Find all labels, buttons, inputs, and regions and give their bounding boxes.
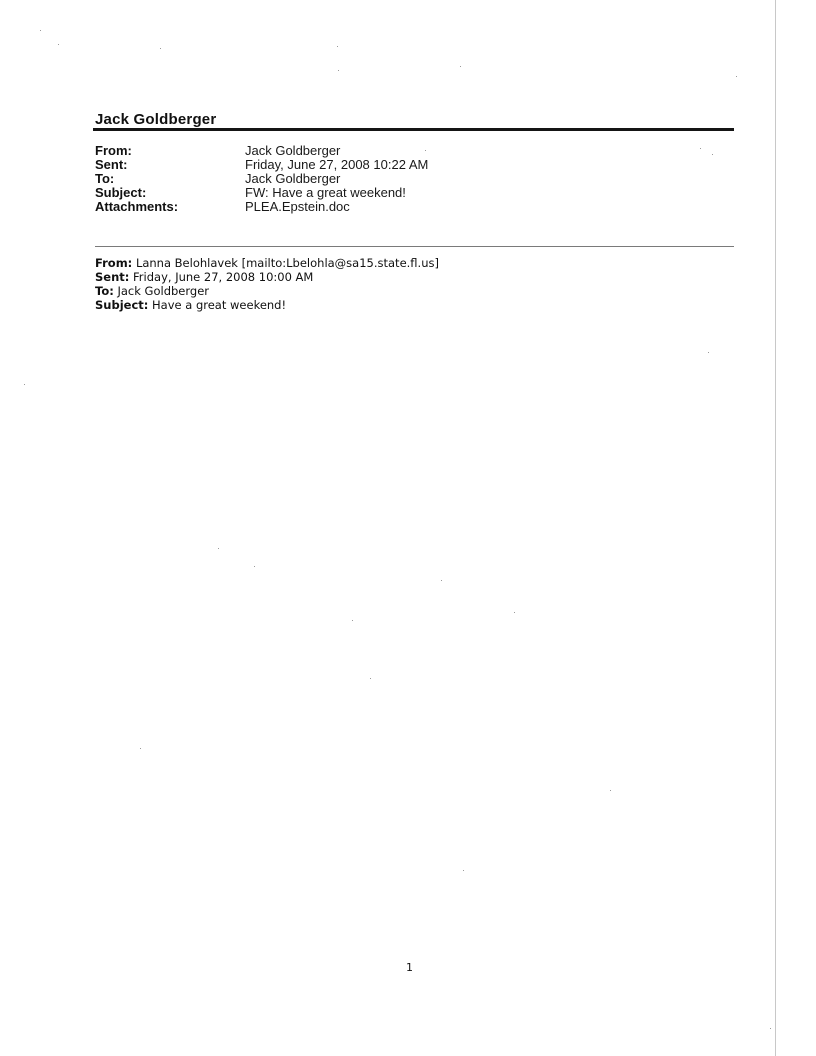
- scan-speck: [610, 790, 611, 791]
- scan-speck: [254, 566, 255, 567]
- scan-speck: [160, 48, 161, 49]
- scan-speck: [58, 44, 59, 45]
- meta-row-to: [95, 172, 695, 186]
- scan-speck: [140, 748, 141, 749]
- fwd-row-from: [95, 256, 439, 270]
- scan-speck: [463, 870, 464, 871]
- page-number: 1: [406, 961, 413, 974]
- scan-speck: [337, 46, 338, 47]
- scan-speck: [40, 30, 41, 31]
- fwd-value-subject: Have a great weekend!: [152, 298, 287, 312]
- message-header-block: [95, 144, 695, 214]
- meta-value-sent: Friday, June 27, 2008 10:22 AM: [245, 157, 429, 172]
- scan-speck: [24, 384, 25, 385]
- fwd-row-sent: [95, 270, 439, 284]
- fwd-row-subject: [95, 298, 439, 312]
- scan-speck: [218, 548, 219, 549]
- meta-value-subject: FW: Have a great weekend!: [245, 185, 406, 200]
- scan-speck: [700, 148, 701, 149]
- meta-row-attachments: [95, 200, 695, 214]
- meta-label-to: To:: [95, 171, 115, 186]
- meta-label-sent: Sent:: [95, 157, 128, 172]
- fwd-value-from: Lanna Belohlavek [mailto:Lbelohla@sa15.state.fl.us]: [135, 256, 439, 270]
- forwarded-header-block: [95, 256, 439, 312]
- meta-row-sent: [95, 158, 695, 172]
- meta-label-attachments: Attachments:: [95, 199, 179, 214]
- fwd-value-sent: Friday, June 27, 2008 10:00 AM: [133, 270, 314, 284]
- attachment-filename: PLEA.Epstein.doc: [245, 199, 350, 214]
- fwd-value-to: Jack Goldberger: [117, 284, 210, 298]
- fwd-label-from: From:: [95, 256, 133, 270]
- meta-value-from: Jack Goldberger: [245, 143, 341, 158]
- scan-speck: [460, 66, 461, 67]
- fwd-row-to: [95, 284, 439, 298]
- fwd-label-to: To:: [95, 284, 114, 298]
- scan-speck: [370, 678, 371, 679]
- forward-divider: [95, 246, 734, 247]
- scan-speck: [514, 612, 515, 613]
- scan-speck: [425, 150, 426, 151]
- header-rule: [93, 128, 734, 131]
- meta-row-from: [95, 144, 695, 158]
- meta-row-subject: [95, 186, 695, 200]
- scan-speck: [708, 352, 709, 353]
- fwd-label-sent: Sent:: [95, 270, 130, 284]
- meta-label-subject: Subject:: [95, 185, 147, 200]
- meta-value-to: Jack Goldberger: [245, 171, 341, 186]
- scan-speck: [736, 76, 737, 77]
- mailbox-owner-name: Jack Goldberger: [95, 111, 217, 128]
- scan-speck: [712, 154, 713, 155]
- scan-speck: [441, 580, 442, 581]
- scan-edge-line: [775, 0, 776, 1056]
- meta-label-from: From:: [95, 143, 132, 158]
- scan-speck: [352, 620, 353, 621]
- fwd-label-subject: Subject:: [95, 298, 149, 312]
- scan-speck: [770, 1028, 771, 1029]
- scan-speck: [338, 70, 339, 71]
